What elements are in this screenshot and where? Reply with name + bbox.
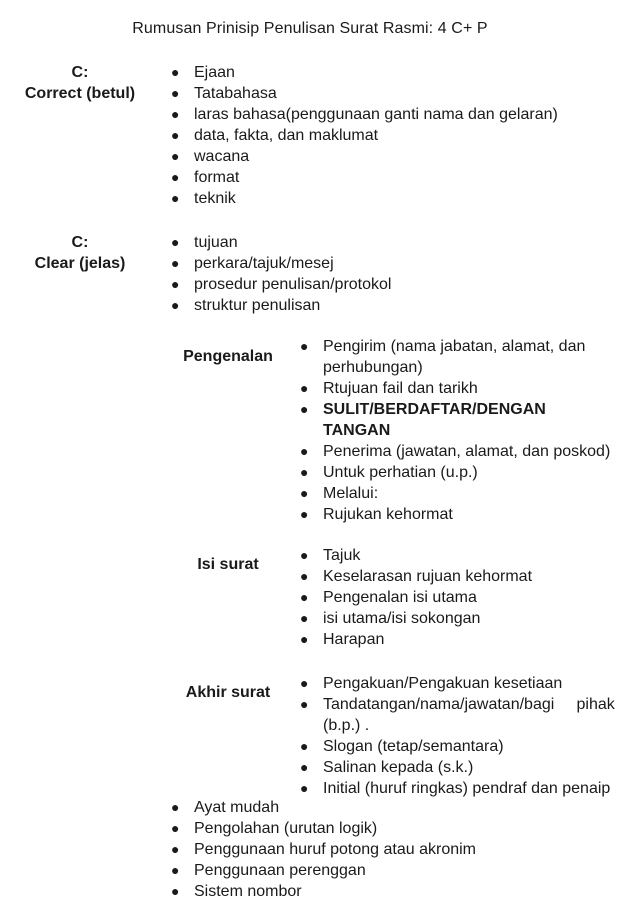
list-item: ● Pengakuan/Pengakuan kesetiaan <box>300 675 563 692</box>
clear-list <box>168 232 391 316</box>
list-item: ● tujuan <box>171 234 238 251</box>
list-item: ● Tatabahasa <box>171 85 277 102</box>
bullet-icon: ● <box>171 255 180 271</box>
list-item: ● SULIT/BERDAFTAR/DENGAN <box>300 401 546 418</box>
isi-surat-label: Isi surat <box>197 556 259 573</box>
correct-label <box>0 62 160 104</box>
bullet-icon: ● <box>300 759 309 775</box>
bullet-icon: ● <box>300 631 309 647</box>
akhir-surat-label: Akhir surat <box>185 684 271 701</box>
list-item: ● Ayat mudah <box>171 799 280 816</box>
bullet-icon: ● <box>171 841 180 857</box>
bullet-icon: ● <box>171 234 180 250</box>
list-item: ● perkara/tajuk/mesej <box>171 255 334 272</box>
list-item: ● teknik <box>171 190 236 207</box>
list-item: ● Pengirim (nama jabatan, alamat, dan <box>300 338 586 355</box>
correct-list <box>168 62 558 209</box>
list-item: ● Keselarasan rujuan kehormat <box>300 568 533 585</box>
bullet-icon: ● <box>171 297 180 313</box>
list-item: ● struktur penulisan <box>171 297 321 314</box>
list-item: ● wacana <box>171 148 250 165</box>
correct-label-code: C: <box>71 64 89 81</box>
list-item: ● Penggunaan perenggan <box>171 862 366 879</box>
bullet-icon: ● <box>300 780 309 796</box>
list-item: ● Pengolahan (urutan logik) <box>171 820 378 837</box>
list-item: ● Pengenalan isi utama <box>300 589 477 606</box>
bullet-icon: ● <box>171 190 180 206</box>
bullet-icon: ● <box>171 85 180 101</box>
bullet-icon: ● <box>300 675 309 691</box>
list-item: ● Penerima (jawatan, alamat, dan poskod) <box>300 443 611 460</box>
list-item-continuation: TANGAN <box>323 422 391 439</box>
list-item: ● Slogan (tetap/semantara) <box>300 738 504 755</box>
bullet-icon: ● <box>300 568 309 584</box>
isi-surat-list <box>297 545 532 650</box>
bullet-icon: ● <box>300 696 309 712</box>
clear-label-code: C: <box>71 234 89 251</box>
bullet-icon: ● <box>171 883 180 899</box>
bullet-icon: ● <box>300 547 309 563</box>
list-item-continuation: perhubungan) <box>323 359 423 376</box>
list-item: ● Sistem nombor <box>171 883 302 900</box>
bullet-icon: ● <box>300 589 309 605</box>
list-item: ● Tandatangan/nama/jawatan/bagi pihak <box>300 696 615 713</box>
list-item: ● Rujukan kehormat <box>300 506 453 523</box>
list-item: ● Salinan kepada (s.k.) <box>300 759 474 776</box>
bullet-icon: ● <box>171 862 180 878</box>
bullet-icon: ● <box>300 464 309 480</box>
list-item: ● Tajuk <box>300 547 361 564</box>
list-item: ● Melalui: <box>300 485 379 502</box>
bullet-icon: ● <box>300 338 309 354</box>
list-item: ● laras bahasa(penggunaan ganti nama dan gelaran) <box>171 106 558 123</box>
bullet-icon: ● <box>171 148 180 164</box>
bottom-list <box>168 797 476 902</box>
bullet-icon: ● <box>300 738 309 754</box>
list-item: ● Initial (huruf ringkas) pendraf dan penaip <box>300 780 611 797</box>
bullet-icon: ● <box>300 610 309 626</box>
list-item: ● Untuk perhatian (u.p.) <box>300 464 478 481</box>
list-item: ● isi utama/isi sokongan <box>300 610 481 627</box>
bullet-icon: ● <box>171 820 180 836</box>
bullet-icon: ● <box>300 506 309 522</box>
list-item: ● format <box>171 169 240 186</box>
bullet-icon: ● <box>171 799 180 815</box>
bullet-icon: ● <box>300 380 309 396</box>
pengenalan-list <box>297 336 638 525</box>
bullet-icon: ● <box>300 401 309 417</box>
bullet-icon: ● <box>171 276 180 292</box>
list-item: ● prosedur penulisan/protokol <box>171 276 392 293</box>
list-item: ● Harapan <box>300 631 385 648</box>
bullet-icon: ● <box>171 127 180 143</box>
list-item: ● Penggunaan huruf potong atau akronim <box>171 841 476 858</box>
akhir-surat-list <box>297 673 638 799</box>
bullet-icon: ● <box>300 485 309 501</box>
list-item: ● data, fakta, dan maklumat <box>171 127 379 144</box>
clear-label <box>0 232 160 274</box>
document-title: Rumusan Prinisip Penulisan Surat Rasmi: 4 C+ P <box>132 20 488 37</box>
bullet-icon: ● <box>171 64 180 80</box>
clear-label-name: Clear (jelas) <box>34 255 126 272</box>
pengenalan-label: Pengenalan <box>183 348 273 365</box>
bullet-icon: ● <box>171 169 180 185</box>
bullet-icon: ● <box>300 443 309 459</box>
list-item-continuation: (b.p.) . <box>323 717 370 734</box>
list-item: ● Rtujuan fail dan tarikh <box>300 380 478 397</box>
bullet-icon: ● <box>171 106 180 122</box>
list-item: ● Ejaan <box>171 64 235 81</box>
correct-label-name: Correct (betul) <box>24 85 136 102</box>
